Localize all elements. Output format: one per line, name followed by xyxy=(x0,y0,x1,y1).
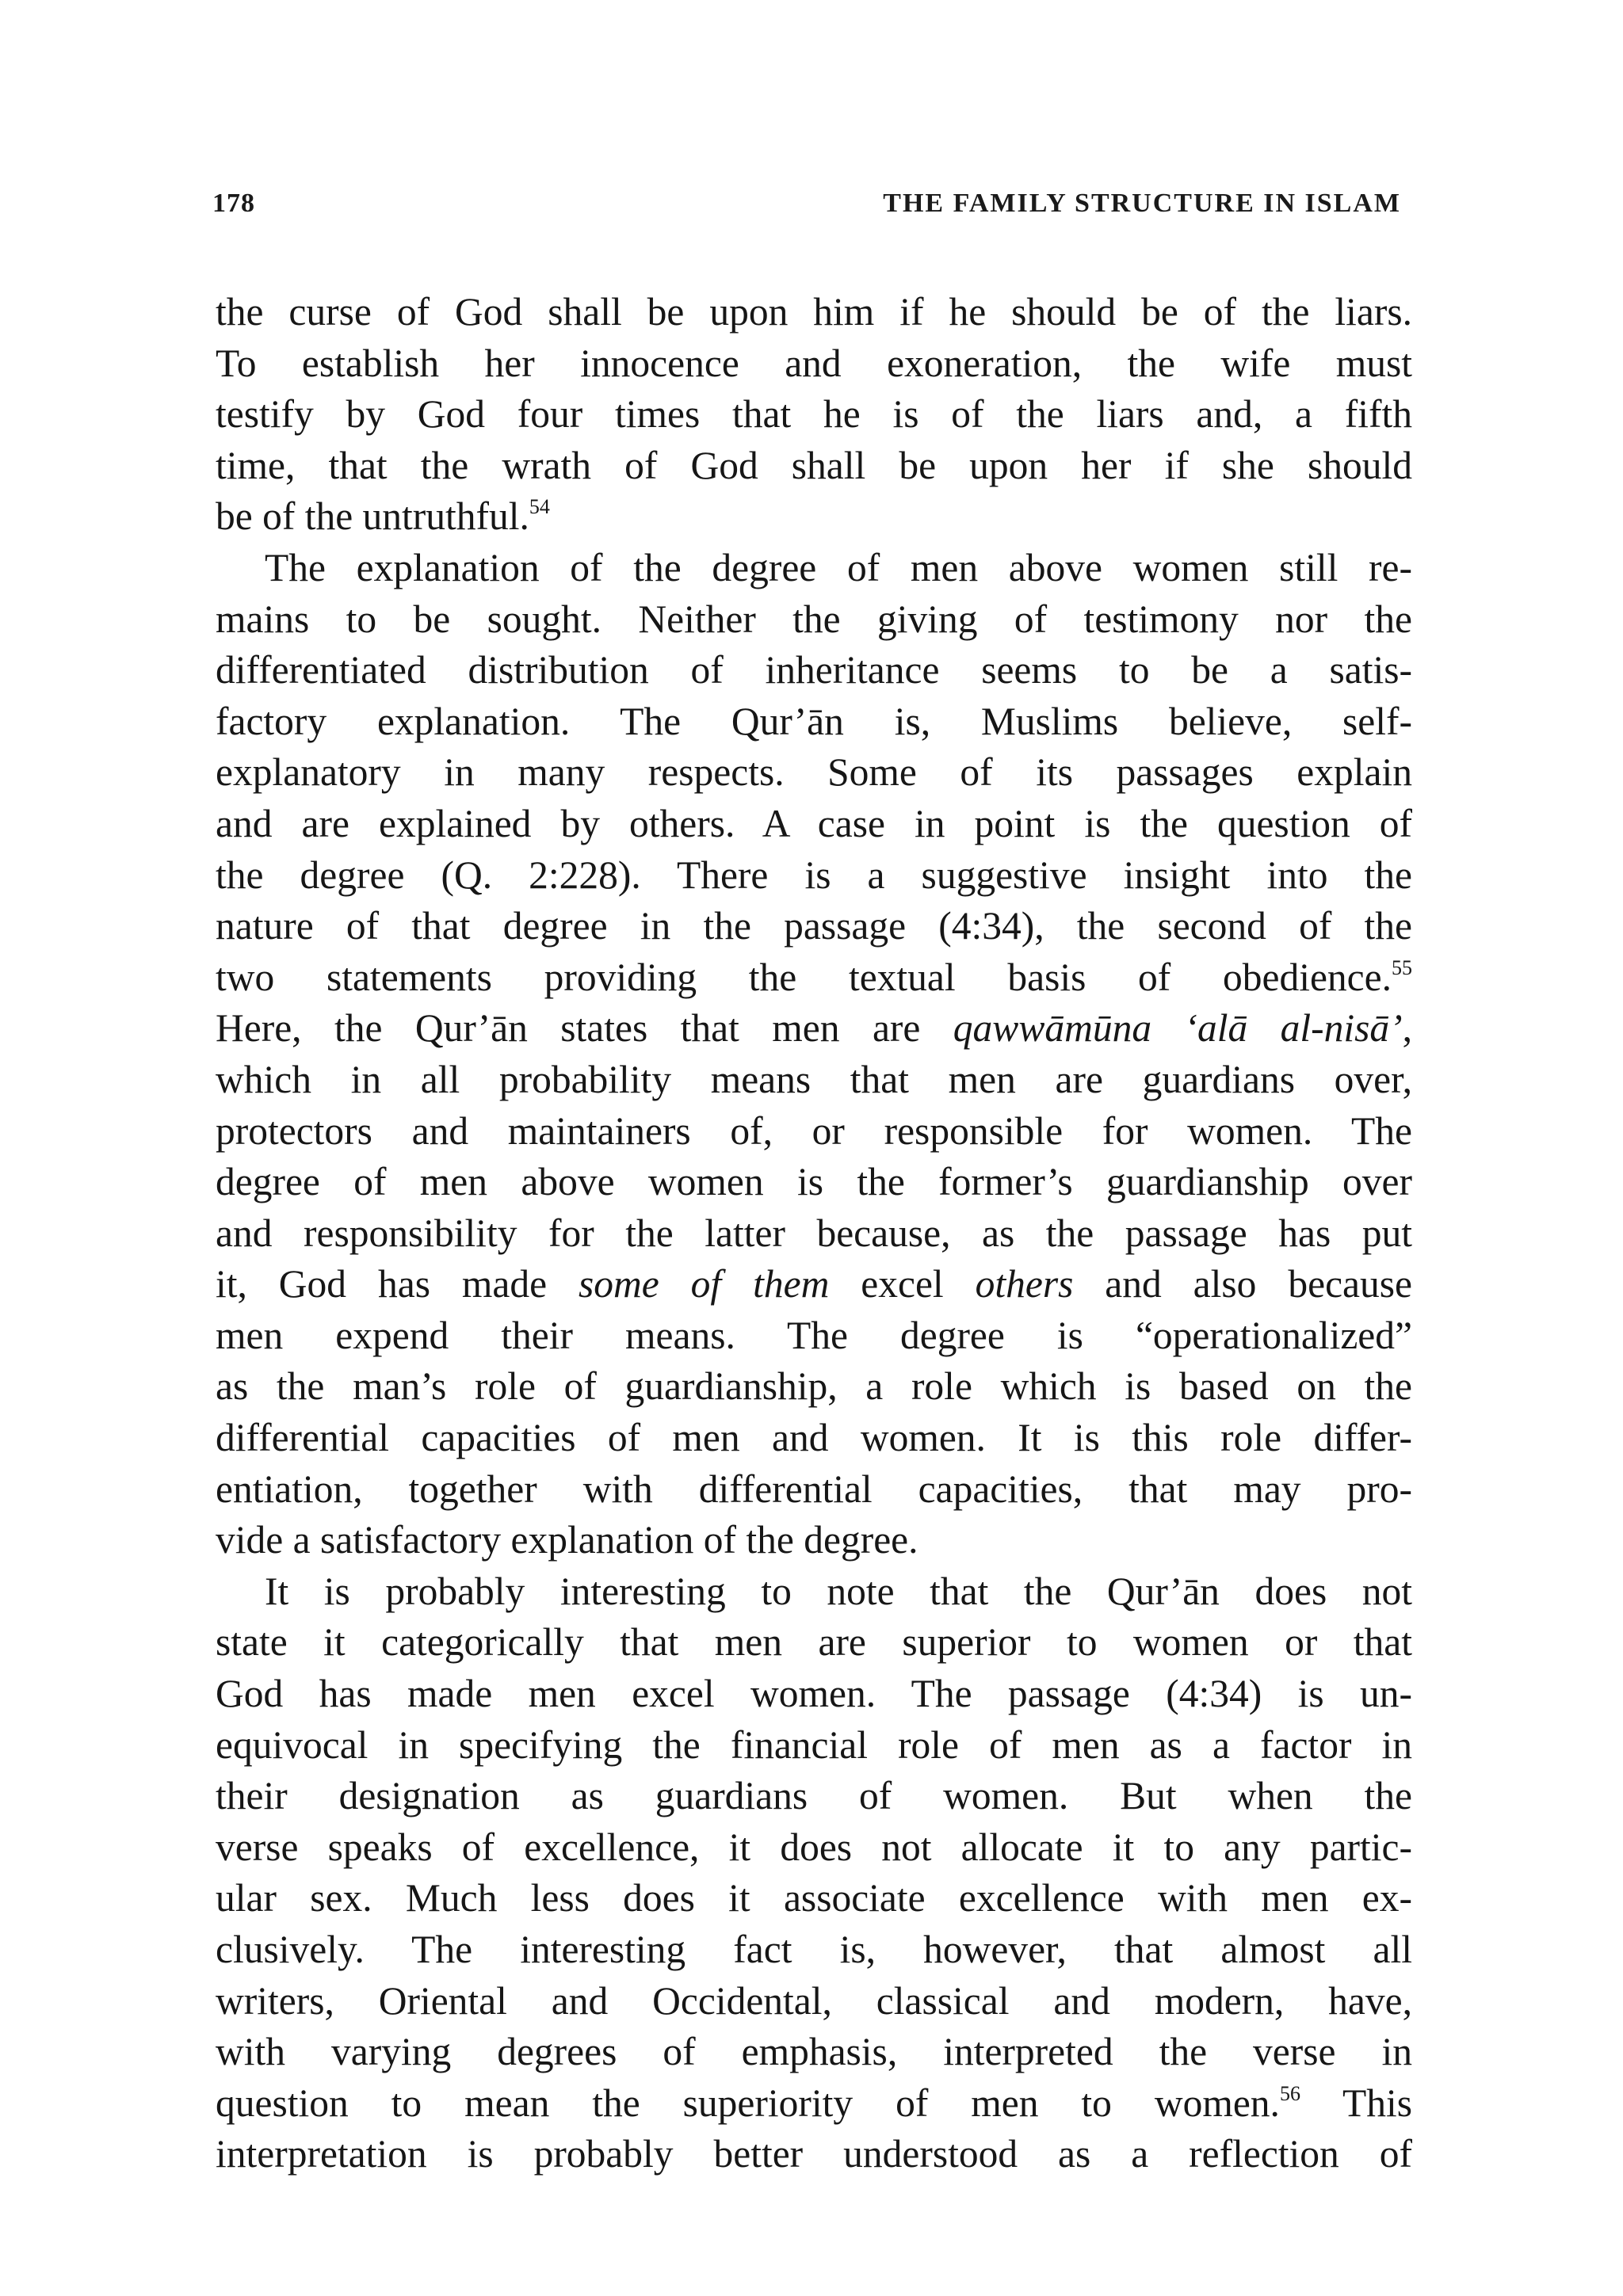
text-line: writers, Oriental and Occidental, classical and modern, have, xyxy=(216,1978,1412,2023)
text-line: clusively. The interesting fact is, however, that almost all xyxy=(216,1928,1412,1971)
page-header xyxy=(212,189,1401,236)
text-line xyxy=(216,2078,1412,2130)
arabic-term: qawwāmūna ‘alā al-nisā’ xyxy=(953,1006,1403,1051)
text-line: equivocal in specifying the financial role of men as a factor in xyxy=(216,1722,1412,1767)
text-line: degree of men above women is the former’s guardianship over xyxy=(216,1160,1412,1204)
text-line: which in all probability means that men are guardians over, xyxy=(216,1057,1412,1101)
footnote-ref-54: 54 xyxy=(529,495,550,519)
text-line: interpretation is probably better understood as a reflection of xyxy=(216,2132,1412,2176)
text-line xyxy=(216,491,1412,543)
text-line: To establish her innocence and exoneration, the wife must xyxy=(216,341,1412,385)
text-fragment: it, God has made xyxy=(216,1262,579,1306)
text-fragment: two statements providing the textual basis of obedience. xyxy=(216,955,1392,999)
text-line: The explanation of the degree of men above women still re- xyxy=(265,545,1412,589)
text-line: the curse of God shall be upon him if he should be of the liars. xyxy=(216,290,1412,334)
text-line: as the man’s role of guardianship, a role which is based on the xyxy=(216,1364,1412,1409)
page-number: 178 xyxy=(212,189,255,218)
text-line: God has made men excel women. The passage (4:34) is un- xyxy=(216,1672,1412,1716)
text-line: state it categorically that men are superior to women or that xyxy=(216,1620,1412,1665)
text-line: with varying degrees of emphasis, interpreted the verse in xyxy=(216,2030,1412,2074)
text-line: and are explained by others. A case in point is the question of xyxy=(216,801,1412,845)
text-fragment: question to mean the superiority of men to women. xyxy=(216,2081,1280,2125)
text-fragment: Here, the Qur’ān states that men are xyxy=(216,1006,953,1051)
body-text xyxy=(216,287,1412,2180)
text-line: nature of that degree in the passage (4:34), the second of the xyxy=(216,904,1412,948)
text-line xyxy=(216,1259,1412,1310)
text-line: differential capacities of men and women. It is this role differ- xyxy=(216,1416,1412,1460)
text-line: entiation, together with differential capacities, that may pro- xyxy=(216,1466,1412,1511)
text-fragment: and also because xyxy=(1073,1262,1412,1306)
text-fragment: This xyxy=(1300,2081,1412,2125)
text-line: It is probably interesting to note that the Qur’ān does not xyxy=(265,1569,1412,1613)
text-line: differentiated distribution of inheritance seems to be a satis- xyxy=(216,648,1412,692)
text-fragment: , xyxy=(1402,1006,1413,1051)
text-line xyxy=(216,952,1412,1004)
footnote-ref-55: 55 xyxy=(1392,955,1412,979)
text-line: their designation as guardians of women. But when the xyxy=(216,1774,1412,1818)
text-line: testify by God four times that he is of the liars and, a fifth xyxy=(216,392,1412,437)
text-line: ular sex. Much less does it associate excellence with men ex- xyxy=(216,1876,1412,1920)
text-fragment: excel xyxy=(829,1262,976,1306)
italic-phrase: some of them xyxy=(579,1262,830,1306)
text-line: mains to be sought. Neither the giving of testimony nor the xyxy=(216,597,1412,641)
text-line: factory explanation. The Qur’ān is, Muslims believe, self- xyxy=(216,699,1412,743)
text-line: verse speaks of excellence, it does not allocate it to any partic- xyxy=(216,1825,1412,1869)
text-line: the degree (Q. 2:228). There is a suggestive insight into the xyxy=(216,852,1412,897)
text-line: men expend their means. The degree is “operationalized” xyxy=(216,1313,1412,1357)
italic-phrase: others xyxy=(975,1262,1074,1306)
running-head: THE FAMILY STRUCTURE IN ISLAM xyxy=(883,189,1401,218)
text-line: and responsibility for the latter because, as the passage has put xyxy=(216,1211,1412,1255)
text-fragment: be of the untruthful. xyxy=(216,494,529,539)
text-line: vide a satisfactory explanation of the degree. xyxy=(216,1518,918,1562)
footnote-ref-56: 56 xyxy=(1279,2081,1300,2105)
text-line: explanatory in many respects. Some of its passages explain xyxy=(216,750,1412,795)
text-line xyxy=(216,1003,1412,1055)
text-line: time, that the wrath of God shall be upon her if she should xyxy=(216,443,1412,487)
text-line: protectors and maintainers of, or responsible for women. The xyxy=(216,1108,1412,1153)
